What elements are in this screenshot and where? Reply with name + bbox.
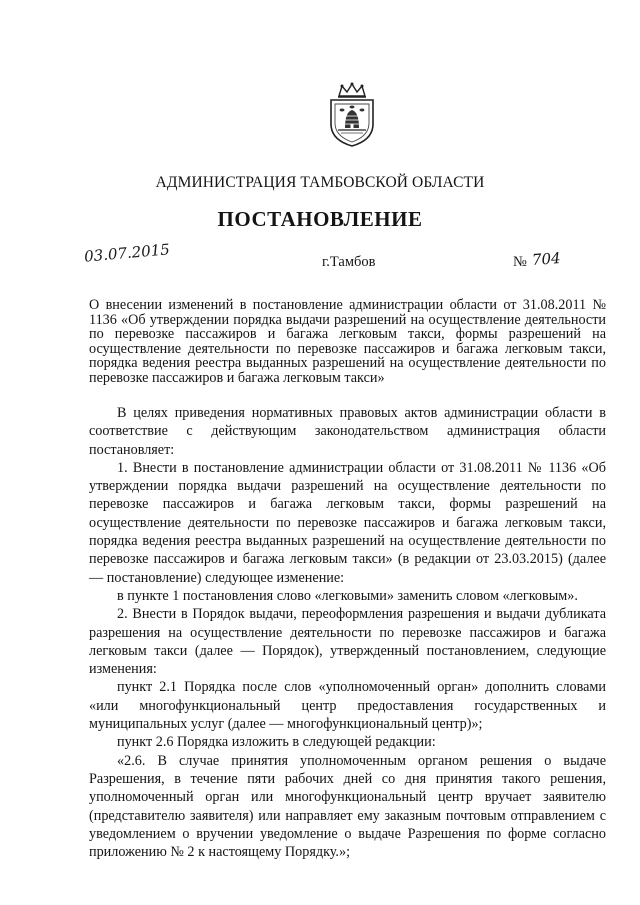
document-type-title: ПОСТАНОВЛЕНИЕ (217, 207, 423, 231)
document-subject: О внесении изменений в постановление администрации области от 31.08.2011 № 1136 «Об утверждении порядка выдачи разрешений на осуществление деятельности по перевозке пассажиров и багажа легковым такси, формы разрешений на осуществление деятельности по перевозке пассажиров и багажа легковым такси, порядка ведения реестра выданных разрешений на осуществление деятельности по перевозке пассажиров и багажа легковым такси» (89, 297, 606, 386)
body-paragraph-item-2-1: пункт 2.1 Порядка после слов «уполномоченный орган» дополнить словами «или многофункциональный центр предоставления государственных и муниципальных услуг (далее — многофункциональный центр)»; (89, 679, 606, 733)
handwritten-number: 704 (531, 249, 562, 269)
handwritten-date: 03.07.2015 (83, 240, 171, 266)
body-paragraph-item-1: 1. Внести в постановление администрации области от 31.08.2011 № 1136 «Об утверждении порядка выдачи разрешений на осуществление деятельности по перевозке пассажиров и багажа легковым такси, формы разрешений на осуществление деятельности по перевозке пассажиров и багажа легковым такси, порядка ведения реестра выданных разрешений на осуществление деятельности по перевозке пассажиров и багажа легковым такси» (в редакции от 23.03.2015) (далее — постановление) следующее изменение: (89, 459, 606, 586)
body-paragraph-item-2-6-text: «2.6. В случае принятия уполномоченным органом решения о выдаче Разрешения, в течение пяти рабочих дней со дня принятия такого решения, уполномоченный орган или многофункциональный центр вручает заявителю (представителю заявителя) или направляет ему заказным почтовым отправлением с уведомлением о вручении уведомление о выдаче Разрешения по форме согласно приложению № 2 к настоящему Порядку.»; (89, 752, 606, 861)
body-paragraph-preamble: В целях приведения нормативных правовых актов администрации области в соответствие с действующим законодательством администрация области постановляет: (89, 405, 606, 458)
body-paragraph-item-1-change: в пункте 1 постановления слово «легковыми» заменить словом «легковым». (117, 587, 578, 604)
body-paragraph-item-2: 2. Внести в Порядок выдачи, переоформления разрешения и выдачи дубликата разрешения на осуществление деятельности по перевозке пассажиров и багажа легковым такси (далее — Порядок), утвержденный постановлением, следующие изменения: (89, 606, 606, 678)
city-name: г.Тамбов (322, 254, 376, 270)
body-paragraph-item-2-6-intro: пункт 2.6 Порядка изложить в следующей редакции: (117, 734, 436, 751)
organization-name: АДМИНИСТРАЦИЯ ТАМБОВСКОЙ ОБЛАСТИ (155, 174, 485, 191)
coat-of-arms-icon (325, 82, 379, 148)
number-label: № (513, 254, 527, 270)
document-body (89, 404, 606, 861)
